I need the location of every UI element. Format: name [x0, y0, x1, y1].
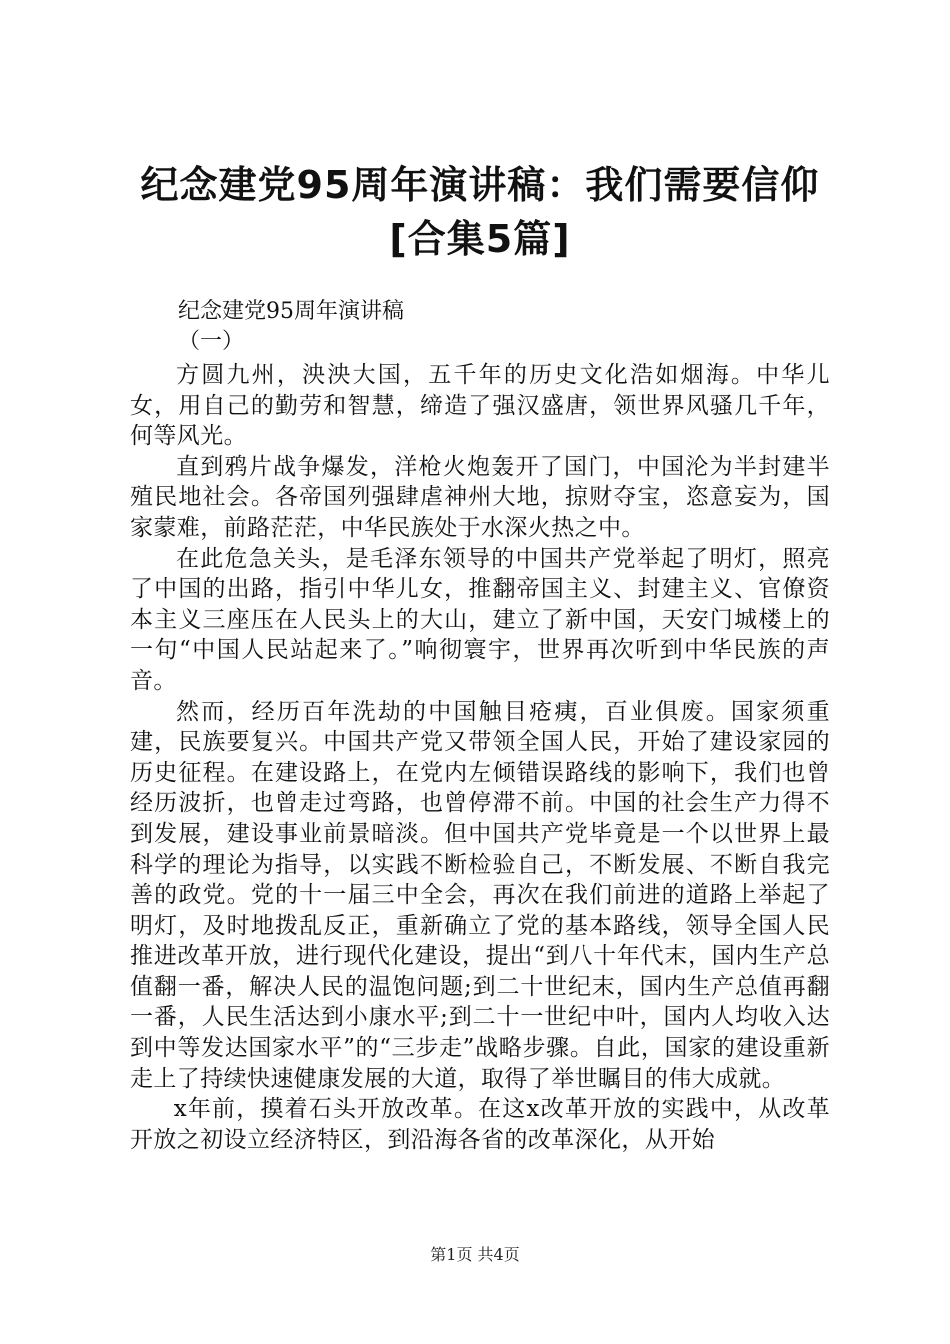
speech-subtitle: 纪念建党95周年演讲稿	[178, 299, 404, 324]
paragraph: 然而，经历百年洗劫的中国触目疮痍，百业俱废。国家须重建，民族要复兴。中国共产党又带领全国人民，开始了建设家园的历史征程。在建设路上，在党内左倾错误路线的影响下，我们也曾经历波折，也曾走过弯路，也曾停滞不前。中国的社会生产力得不到发展，建设事业前景暗淡。但中国共产党毕竟是一个以世界上最科学的理论为指导，以实践不断检验自己，不断发展、不断自我完善的政党。党的十一届三中全会，再次在我们前进的道路上举起了明灯，及时地拨乱反正，重新确立了党的基本路线，领导全国人民推进改革开放，进行现代化建设，提出“到八十年代末，国内生产总值翻一番，解决人民的温饱问题;到二十世纪末，国内生产总值再翻一番，人民生活达到小康水平;到二十一世纪中叶，国内人均收入达到中等发达国家水平”的“三步走”战略步骤。自此，国家的建设重新走上了持续快速健康发展的大道，取得了举世瞩目的伟大成就。	[130, 698, 830, 1092]
page-number-footer: 第1页 共4页	[430, 1245, 520, 1264]
document-body	[130, 360, 830, 1155]
paragraph: 在此危急关头，是毛泽东领导的中国共产党举起了明灯，照亮了中国的出路，指引中华儿女，推翻帝国主义、封建主义、官僚资本主义三座压在人民头上的大山，建立了新中国，天安门城楼上的一句“中国人民站起来了。”响彻寰宇，世界再次听到中华民族的声音。	[130, 545, 830, 694]
document-title: 纪念建党95周年演讲稿：我们需要信仰[合集5篇]	[140, 163, 820, 261]
section-number: （一）	[178, 329, 245, 354]
paragraph: x年前，摸着石头开放改革。在这x改革开放的实践中，从改革开放之初设立经济特区，到沿海各省的改革深化，从开始	[130, 1096, 830, 1153]
paragraph: 方圆九州，泱泱大国，五千年的历史文化浩如烟海。中华儿女，用自己的勤劳和智慧，缔造了强汉盛唐，领世界风骚几千年，何等风光。	[130, 362, 830, 450]
paragraph: 直到鸦片战争爆发，洋枪火炮轰开了国门，中国沦为半封建半殖民地社会。各帝国列强肆虐神州大地，掠财夺宝，恣意妄为，国家蒙难，前路茫茫，中华民族处于水深火热之中。	[130, 453, 830, 541]
